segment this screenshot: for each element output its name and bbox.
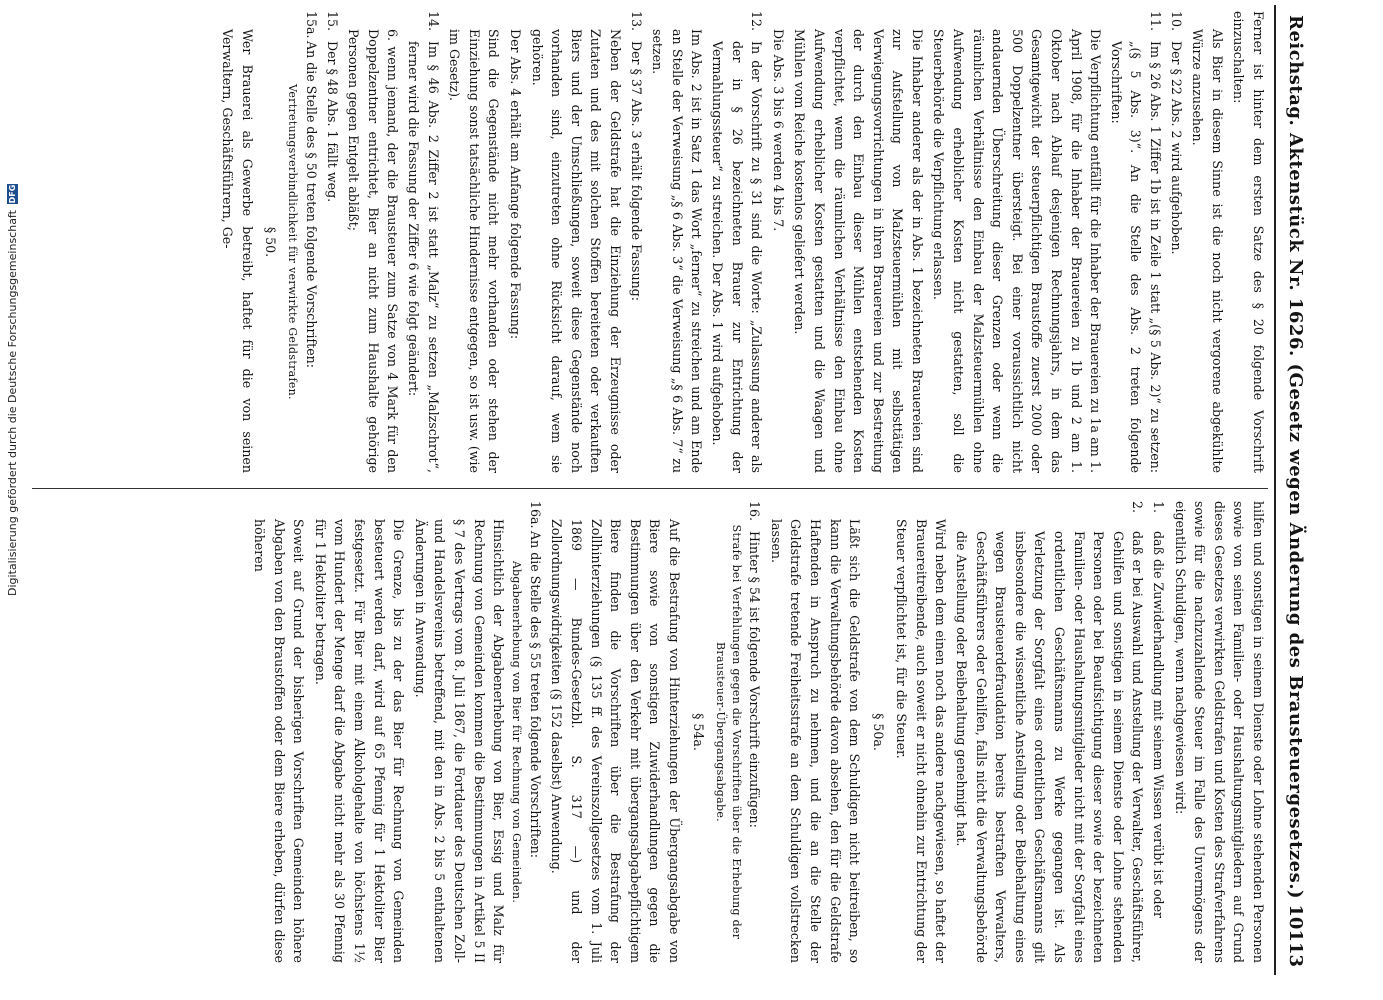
paragraph: Der Abs. 4 erhält am Anfange folgende Fassung: <box>508 29 524 340</box>
numbered-item <box>525 501 545 963</box>
paragraph: Wer Brauerei als Gewerbe betreibt, haftet für die von seinen Verwaltern, Geschäftsführern, Ge- <box>220 29 255 473</box>
paragraph: Die Verpflichtung entfällt für die Inhaber der Brauereien zu 1a am 1. April 1908, für die Inhaber der Brauereien zu 1b und 2 am 1. Oktober nach Ablauf desjenigen Rechnungsjahrs, in dem das Gesamtgewicht der steuerpflichtigen Braustoffe zuerst 2000 oder 500 Doppelzentner übersteigt. Bei einer voraussichtlich nicht andauernden Überschreitung dieser Grenzen oder wenn die räumlichen Verhältnisse den Einbau der Malzsteuermühlen ohne Aufwendung erheblicher Kosten nicht gestatten, soll die Steuerbehörde die Verpflichtung erlassen. <box>931 29 1104 473</box>
item-text: daß er bei Auswahl und Anstellung der Verwalter, Geschäftsführer, Gehilfen und sonstigen in seinem Dienste oder Lohne stehenden Personen oder bei Beaufsichtigung dieser sowie der bezeichneten Familien- oder Haushaltungsmitglieder nicht mit der Sorgfalt eines ordentlichen Geschäftsmanns zu Werke gegangen ist. Als Verletzung der Sorgfalt eines ordentlichen Geschäftsmanns gilt insbesondere die wissentliche Anstellung oder Beibehaltung eines wegen Brausteuerdefraudation bereits bestraften Verwalters, Geschäftsführers oder Gehilfen, falls nicht die Verwaltungsbehörde die Anstellung oder Beibehaltung genehmigt hat. <box>954 531 1146 963</box>
item-number: 15. <box>324 11 340 32</box>
item-text: In der Vorschrift zu § 31 sind die Worte: „Zulassung anderer als der in § 26 bezeichneten Brauer zur Entrichtung der Vermahlungssteuer“ zu streichen. Der Abs. 1 wird aufgehoben. <box>709 41 765 473</box>
item-number: 15a. <box>304 11 320 39</box>
page-number: 10113 <box>1285 904 1306 967</box>
digitization-credit <box>6 184 19 596</box>
paragraph: 6. wenn jemand, der die Brausteuer zum Satze von 4 Mark für den Doppelzentner entrichtet, Bier an nicht zum Haushalte gehörige Personen gegen Entgelt abläßt; <box>346 29 401 473</box>
numbered-item <box>322 11 342 473</box>
paragraph: Die Inhaber anderer als der in Abs. 1 bezeichneten Brauereien sind zur Aufstellung von Malzsteuermühlen mit selbsttätigen Verwiegungsvorrichtungen in ihren Brauereien und zur Bestreitung der durch den Einbau dieser Mühlen entstehenden Kosten verpflichtet, wenn die räumlichen Verhältnisse den Einbau ohne Aufwendung erheblicher Kosten gestatten und die Waagen und Mühlen vom Reiche kostenlos geliefert werden. <box>792 29 925 473</box>
paragraph: Im Abs. 2 ist in Satz 1 das Wort „ferner“ zu streichen und am Ende an Stelle der Verweisung „§ 6 Abs. 3“ die Verweisung „§ 6 Abs. 7“ zu setzen. <box>650 29 705 473</box>
rotated-page-content <box>22 5 1312 975</box>
paragraph: Wird neben dem einen noch das andere nachgewiesen, so haftet der Brauereitreibende, auch soweit er nicht ohnehin zur Entrichtung der Steuer verpflichtet ist, für die Steuer. <box>894 519 949 963</box>
item-number: 2. <box>1130 501 1146 514</box>
item-number: 10. <box>1168 11 1184 32</box>
section-heading: § 54a. <box>690 713 706 751</box>
item-text: Im § 26 Abs. 1 Ziffer 1b ist in Zeile 1 statt „(§ 5 Abs. 2)“ zu setzen: „(§ 5 Abs. 3)“. An die Stelle des Abs. 2 treten folgende Vorschriften: <box>1108 41 1164 473</box>
marginal-heading: Vertretungsverbindlichkeit für verwirkte Geldstrafen. <box>286 84 300 400</box>
marginal-heading: Abgabenerhebung von Bier für Rechnung von Gemeinden. <box>510 560 524 904</box>
paragraph: Als Bier in diesem Sinne ist die noch nicht vergorene abgekühlte Würze anzusehen. <box>1190 29 1225 473</box>
numbered-item <box>302 11 322 473</box>
item-text: Der § 22 Abs. 2 wird aufgehoben. <box>1168 41 1184 255</box>
item-text: daß die Zuwiderhandlung mit seinem Wissen verübt ist oder <box>1151 531 1167 919</box>
item-number: 16a. <box>527 501 543 529</box>
dfg-logo: DFG <box>8 184 17 204</box>
paragraph: Läßt sich die Geldstrafe von dem Schuldigen nicht beitreiben, so kann die Verwaltungsbehörde davon absehen, den für die Geldstrafe Haftenden in Anspruch zu nehmen, und die an die Stelle der Geldstrafe tretende Freiheitsstrafe an dem Schuldigen vollstrecken lassen. <box>768 519 863 963</box>
item-text: Hinter § 54 ist folgende Vorschrift einzufügen: <box>747 531 763 828</box>
credit-text: Digitalisierung gefördert durch die Deutsche Forschungsgemeinschaft <box>6 210 19 596</box>
item-text: Der § 37 Abs. 3 erhält folgende Fassung: <box>628 41 644 301</box>
paragraph: Auf die Bestrafung von Hinterziehungen der Übergangsabgabe von Biere sowie von sonstigen Zuwiderhandlungen gegen die Bestimmungen über den Verkehr mit übergangsabgabepflichtigem Biere finden die Vorschriften über die Bestrafung der Zollhinterziehungen (§ 135 ff. des Vereinszollgesetzes vom 1. Juli 1869 — Bundes-Gesetzbl. S. 317 —) und der Zollordnungswidrigkeiten (§ 152 daselbst) Anwendung. <box>549 519 682 963</box>
numbered-item <box>1166 11 1186 473</box>
item-text: Der § 48 Abs. 1 fällt weg. <box>324 41 340 203</box>
left-column <box>216 11 1268 473</box>
right-column <box>248 501 1269 963</box>
item-number: 16. <box>747 501 763 522</box>
paragraph: hilfen und sonstigen in seinem Dienste oder Lohne stehenden Personen sowie von seinen Familien- oder Haushaltungsmitgliedern auf Grund dieses Gesetzes verwirkten Geldstrafen und Kosten des Strafverfahrens sowie für die nachzuzahlende Steuer im Falle des Unvermögens der eigentlich Schuldigen, wenn nachgewiesen wird: <box>1172 501 1266 963</box>
section-heading: § 50a. <box>870 713 886 751</box>
item-number: 1. <box>1151 501 1167 514</box>
item-text: Im § 46 Abs. 2 Ziffer 2 ist statt „Malz“ zu setzen „Malzschrot“, ferner wird die Fassung der Ziffer 6 wie folgt geändert: <box>406 41 441 473</box>
item-number: 12. <box>749 11 765 32</box>
item-text: An die Stelle des § 55 treten folgende Vorschriften: <box>527 531 543 859</box>
item-text: An die Stelle des § 50 treten folgende Vorschriften: <box>304 41 320 369</box>
numbered-item <box>403 11 442 473</box>
paragraph: Die Abs. 3 bis 6 werden 4 bis 7. <box>770 29 786 232</box>
paragraph: Soweit auf Grund der bisherigen Vorschriften Gemeinden höhere Abgaben von den Braustoffen oder dem Biere erheben, dürfen diese höheren <box>252 519 307 963</box>
header-title: Reichstag. Aktenstück Nr. 1626. (Gesetz wegen Änderung des Brausteuergesetzes.) <box>1285 15 1306 900</box>
paragraph: Neben der Geldstrafe hat die Einziehung der Erzeugnisse oder Zutaten und des mit solchen Stoffen bereiteten oder verkauften Biers und der Umschließungen, soweit diese Gegenstände noch vorhanden sind, einzutreten ohne Rücksicht darauf, wem sie gehören. <box>529 29 623 473</box>
section-heading: § 50. <box>263 226 279 258</box>
paragraph: Sind die Gegenstände nicht mehr vorhanden oder stehen der Einziehung sonst tatsächliche Hindernisse entgegen, so ist usw. (wie im Gesetz). <box>447 29 502 473</box>
numbered-item <box>626 11 646 473</box>
column-divider <box>32 488 1268 489</box>
item-number: 13. <box>628 11 644 32</box>
marginal-heading: Strafe bei Verfehlungen gegen die Vorschriften über die Erhebung der Brausteuer-Übergangsabgabe. <box>713 524 743 940</box>
numbered-item <box>952 501 1148 963</box>
item-number: 11. <box>1148 11 1164 32</box>
numbered-item <box>1148 501 1168 963</box>
paragraph: Hinsichtlich der Abgabenerhebung von Bier, Essig und Malz für Rechnung von Gemeinden kommen die Bestimmungen in Artikel 5 II § 7 des Vertrags vom 8. Juli 1867, die Fortdauer des Deutschen Zoll- und Handelsvereins betreffend, mit den in Abs. 2 bis 5 enthaltenen Änderungen in Anwendung. <box>412 519 507 963</box>
item-number: 14. <box>425 11 441 32</box>
numbered-item <box>745 501 765 963</box>
paragraph: Ferner ist hinter dem ersten Satze des § 20 folgende Vorschrift einzuschalten: <box>1231 11 1266 473</box>
paragraph: Die Grenze, bis zu der das Bier für Rechnung von Gemeinden besteuert werden darf, wird auf 65 Pfennig für 1 Hektoliter Bier festgesetzt. Für Bier mit einem Alkoholgehalte von höchstens 1½ vom Hundert der Menge darf die Abgabe nicht mehr als 30 Pfennig für 1 Hektoliter betragen. <box>312 519 407 963</box>
page-header <box>1274 5 1312 975</box>
numbered-item <box>1106 11 1165 473</box>
numbered-item <box>707 11 766 473</box>
